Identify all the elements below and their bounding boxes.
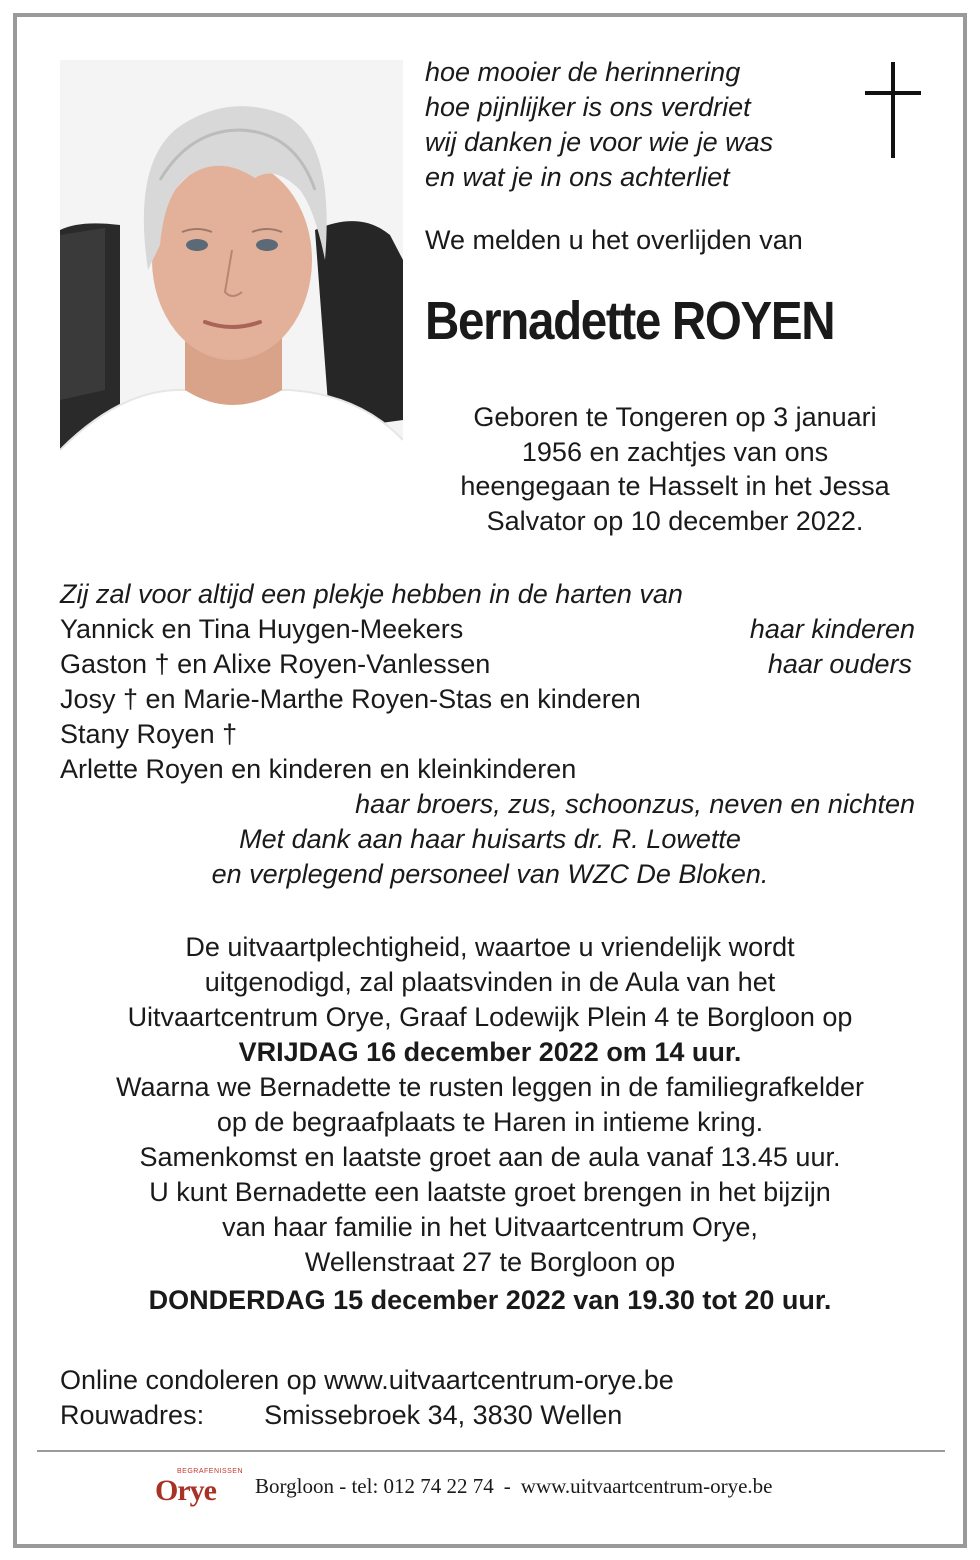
detail-line: heengegaan te Hasselt in het Jessa (460, 471, 890, 501)
death-announcement: We melden u het overlijden van (425, 225, 803, 255)
family-names: Arlette Royen en kinderen en kleinkinderen (60, 754, 577, 784)
ceremony-line: van haar familie in het Uitvaartcentrum Orye, (222, 1212, 758, 1242)
family-names: Yannick en Tina Huygen-Meekers (60, 614, 464, 644)
family-names: Stany Royen † (60, 719, 238, 749)
ceremony-line: Wellenstraat 27 te Borgloon op (304, 1247, 676, 1277)
poem-line: hoe pijnlijker is ons verdriet (425, 92, 751, 122)
footer-phone: Borgloon - tel: 012 74 22 74 (255, 1474, 494, 1498)
ceremony-line: Waarna we Bernadette te rusten leggen in de familiegrafkelder (116, 1072, 864, 1102)
family-relation: haar kinderen (749, 614, 915, 644)
ceremony-line: De uitvaartplechtigheid, waartoe u vriendelijk wordt (185, 932, 795, 962)
birth-death-details (415, 400, 935, 538)
ceremony-line: Samenkomst en laatste groet aan de aula vanaf 13.45 uur. (139, 1142, 841, 1172)
footer-website: www.uitvaartcentrum-orye.be (520, 1474, 773, 1498)
mourning-address (60, 1398, 622, 1432)
poem-line: en wat je in ons achterliet (425, 162, 730, 192)
cross-icon (865, 62, 921, 158)
ceremony-line: Uitvaartcentrum Orye, Graaf Lodewijk Plein 4 te Borgloon op (127, 1002, 853, 1032)
poem-line: hoe mooier de herinnering (425, 57, 741, 87)
address-label: Rouwadres: (60, 1400, 205, 1430)
family-row (60, 647, 915, 681)
thanks-line: Met dank aan haar huisarts dr. R. Lowette (239, 824, 741, 854)
thanks-line: en verplegend personeel van WZC De Bloken. (211, 859, 769, 889)
family-names: Josy † en Marie-Marthe Royen-Stas en kinderen (60, 684, 641, 714)
orye-logo: BEGRAFENISSEN Orye (155, 1468, 244, 1507)
family-row (60, 612, 915, 646)
footer-divider (37, 1450, 945, 1452)
ceremony-line: uitgenodigd, zal plaatsvinden in de Aula van het (204, 967, 776, 997)
family-names: Gaston † en Alixe Royen-Vanlessen (60, 649, 491, 679)
detail-line: 1956 en zachtjes van ons (521, 436, 829, 467)
ceremony-date: VRIJDAG 16 december 2022 om 14 uur. (238, 1037, 742, 1067)
detail-line: Salvator op 10 december 2022. (486, 505, 864, 536)
detail-line: Geboren te Tongeren op 3 januari (473, 402, 877, 432)
online-condolences: Online condoleren op www.uitvaartcentrum-orye.be (60, 1365, 674, 1395)
visitation-date: DONDERDAG 15 december 2022 van 19.30 tot 20 uur. (148, 1285, 832, 1315)
family-row (60, 682, 915, 716)
address-value: Smissebroek 34, 3830 Wellen (264, 1400, 623, 1430)
family-row (60, 752, 915, 786)
footer-contact (255, 1474, 772, 1499)
family-intro: Zij zal voor altijd een plekje hebben in de harten van (60, 579, 683, 609)
family-relation: haar ouders (767, 649, 912, 679)
footer-separator: - (503, 1474, 511, 1498)
ceremony-line: U kunt Bernadette een laatste groet brengen in het bijzijn (149, 1177, 831, 1207)
memorial-poem (425, 55, 773, 195)
portrait-photo (60, 60, 403, 516)
poem-line: wij danken je voor wie je was (425, 127, 774, 157)
siblings-relation: haar broers, zus, schoonzus, neven en nichten (355, 789, 915, 819)
family-row (60, 717, 915, 751)
ceremony-line: op de begraafplaats te Haren in intieme kring. (216, 1107, 764, 1137)
family-row (60, 787, 915, 821)
deceased-name: Bernadette ROYEN (425, 291, 835, 351)
